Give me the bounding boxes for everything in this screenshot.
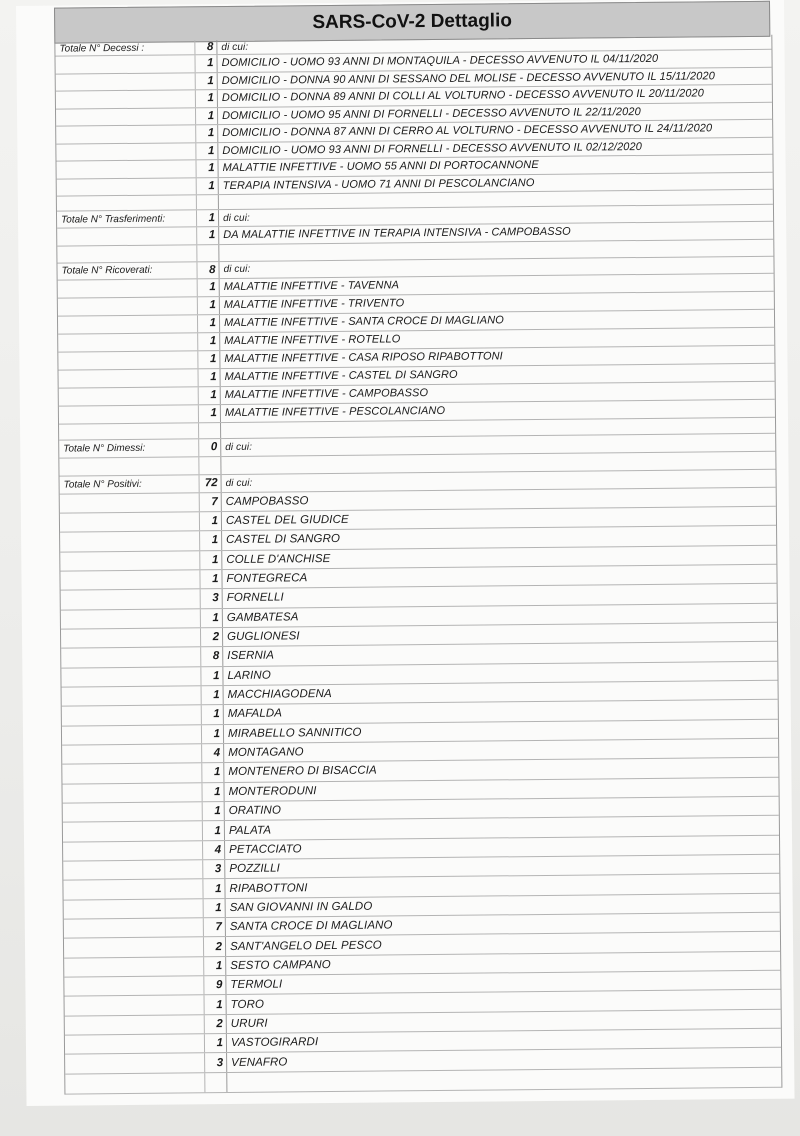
section-label: Totale N° Trasferimenti: bbox=[57, 210, 197, 227]
section-label: Totale N° Ricoverati: bbox=[57, 262, 197, 279]
item-count: 2 bbox=[205, 1015, 227, 1034]
item-count: 1 bbox=[198, 297, 220, 314]
item-count: 1 bbox=[197, 178, 219, 195]
empty-cell bbox=[57, 178, 197, 196]
item-description: DOMICILIO - DONNA 89 ANNI DI COLLI AL VOLTURNO - DECESSO AVVENUTO IL 20/11/2020 bbox=[221, 87, 705, 105]
item-description: VASTOGIRARDI bbox=[230, 1036, 319, 1050]
section-total: 0 bbox=[199, 439, 221, 456]
empty-cell bbox=[63, 841, 203, 861]
item-count: 4 bbox=[202, 744, 224, 763]
empty-cell bbox=[56, 143, 196, 161]
item-count: 1 bbox=[196, 73, 218, 90]
empty-cell bbox=[64, 976, 204, 996]
item-description: FONTEGRECA bbox=[226, 572, 308, 586]
empty-cell bbox=[197, 245, 219, 261]
item-count: 1 bbox=[203, 802, 225, 821]
item-count: 1 bbox=[202, 783, 224, 802]
empty-cell bbox=[58, 315, 198, 333]
item-count: 3 bbox=[205, 1053, 227, 1072]
item-description: GUGLIONESI bbox=[227, 630, 300, 644]
empty-cell bbox=[63, 802, 203, 822]
item-description: MALATTIE INFETTIVE - SANTA CROCE DI MAGLIANO bbox=[223, 314, 504, 330]
item-description: MALATTIE INFETTIVE - TAVENNA bbox=[223, 279, 400, 294]
item-description: MIRABELLO SANNITICO bbox=[227, 726, 362, 740]
section-total: 8 bbox=[195, 40, 217, 54]
item-count: 7 bbox=[200, 493, 222, 512]
empty-cell bbox=[57, 195, 197, 210]
item-count: 8 bbox=[201, 647, 223, 666]
item-count: 1 bbox=[196, 125, 218, 142]
item-description: DOMICILIO - UOMO 95 ANNI DI FORNELLI - DECESSO AVVENUTO IL 22/11/2020 bbox=[222, 105, 641, 122]
item-count: 1 bbox=[198, 279, 220, 296]
item-description: SANT'ANGELO DEL PESCO bbox=[229, 939, 382, 953]
item-count: 1 bbox=[202, 763, 224, 782]
item-count: 1 bbox=[199, 405, 221, 422]
item-count: 1 bbox=[196, 143, 218, 160]
empty-cell bbox=[56, 160, 196, 178]
empty-cell bbox=[59, 423, 199, 439]
empty-cell bbox=[60, 570, 200, 590]
item-count: 7 bbox=[204, 918, 226, 937]
item-count: 1 bbox=[200, 531, 222, 550]
empty-cell bbox=[59, 405, 199, 423]
di-cui-label: di cui: bbox=[225, 441, 253, 453]
empty-cell bbox=[62, 764, 202, 784]
item-description: ISERNIA bbox=[227, 649, 275, 663]
item-count: 1 bbox=[195, 55, 217, 72]
empty-cell bbox=[61, 667, 201, 687]
empty-cell bbox=[63, 860, 203, 880]
item-description: MALATTIE INFETTIVE - ROTELLO bbox=[224, 333, 401, 348]
empty-cell bbox=[63, 822, 203, 842]
empty-cell bbox=[56, 73, 196, 91]
item-count: 3 bbox=[203, 860, 225, 879]
item-count: 1 bbox=[197, 227, 219, 244]
empty-cell bbox=[199, 457, 221, 474]
item-description: DA MALATTIE INFETTIVE IN TERAPIA INTENSIVA - CAMPOBASSO bbox=[223, 225, 571, 242]
item-description: COLLE D'ANCHISE bbox=[226, 552, 331, 566]
item-description: DOMICILIO - UOMO 93 ANNI DI FORNELLI - DECESSO AVVENUTO IL 02/12/2020 bbox=[222, 140, 642, 157]
empty-cell bbox=[56, 125, 196, 143]
empty-cell bbox=[62, 744, 202, 764]
empty-cell bbox=[61, 609, 201, 629]
item-count: 1 bbox=[198, 333, 220, 350]
empty-cell bbox=[61, 628, 201, 648]
item-description: CASTEL DEL GIUDICE bbox=[225, 513, 349, 528]
item-description: MONTAGANO bbox=[228, 746, 304, 760]
report-title: SARS-CoV-2 Dettaglio bbox=[54, 1, 770, 44]
item-description: PETACCIATO bbox=[229, 843, 302, 856]
report-table bbox=[54, 35, 782, 1095]
item-count: 1 bbox=[202, 686, 224, 705]
item-count: 4 bbox=[203, 841, 225, 860]
item-count: 3 bbox=[201, 589, 223, 608]
item-description: CASTEL DI SANGRO bbox=[226, 533, 341, 547]
item-description: MALATTIE INFETTIVE - CASTEL DI SANGRO bbox=[224, 368, 458, 384]
item-description: MONTENERO DI BISACCIA bbox=[228, 765, 377, 779]
di-cui-label: di cui: bbox=[221, 41, 249, 53]
item-description: MALATTIE INFETTIVE - CAMPOBASSO bbox=[224, 387, 429, 402]
item-count: 1 bbox=[200, 551, 222, 570]
empty-cell bbox=[63, 880, 203, 900]
empty-cell bbox=[65, 1034, 205, 1054]
empty-cell bbox=[65, 1054, 205, 1074]
item-count: 1 bbox=[198, 369, 220, 386]
item-description: DOMICILIO - DONNA 87 ANNI DI CERRO AL VOLTURNO - DECESSO AVVENUTO IL 24/11/2020 bbox=[222, 122, 713, 140]
item-description: TERMOLI bbox=[230, 978, 283, 992]
item-description: VENAFRO bbox=[231, 1056, 288, 1069]
empty-cell bbox=[58, 279, 198, 297]
item-count: 1 bbox=[198, 315, 220, 332]
empty-cell bbox=[62, 706, 202, 726]
empty-cell bbox=[60, 531, 200, 551]
empty-cell bbox=[56, 90, 196, 108]
empty-cell bbox=[65, 1073, 205, 1093]
item-description: PALATA bbox=[228, 824, 272, 837]
di-cui-label: di cui: bbox=[223, 263, 251, 276]
section-total: 8 bbox=[197, 262, 219, 278]
item-count: 1 bbox=[205, 1034, 227, 1053]
item-description: MONTERODUNI bbox=[228, 784, 317, 798]
empty-cell bbox=[60, 512, 200, 532]
item-description: MALATTIE INFETTIVE - TRIVENTO bbox=[223, 297, 405, 312]
item-count: 1 bbox=[196, 90, 218, 107]
item-description: RIPABOTTONI bbox=[229, 881, 308, 895]
empty-cell bbox=[199, 423, 221, 438]
di-cui-label: di cui: bbox=[225, 477, 253, 489]
empty-cell bbox=[62, 725, 202, 745]
item-count: 2 bbox=[204, 937, 226, 956]
empty-cell bbox=[197, 195, 219, 209]
item-count: 1 bbox=[203, 821, 225, 840]
item-count: 1 bbox=[200, 512, 222, 531]
empty-cell bbox=[56, 108, 196, 126]
empty-cell bbox=[59, 457, 199, 475]
item-description: MALATTIE INFETTIVE - CASA RIPOSO RIPABOTTONI bbox=[224, 350, 503, 366]
section-total: 1 bbox=[197, 210, 219, 226]
empty-cell bbox=[58, 297, 198, 315]
empty-cell bbox=[61, 589, 201, 609]
item-description: MAFALDA bbox=[227, 707, 283, 721]
item-count: 1 bbox=[196, 108, 218, 125]
empty-cell bbox=[55, 55, 195, 73]
empty-cell bbox=[64, 957, 204, 977]
section-label: Totale N° Dimessi: bbox=[59, 439, 199, 457]
empty-cell bbox=[64, 918, 204, 938]
item-count: 1 bbox=[205, 995, 227, 1014]
report-sheet bbox=[16, 0, 795, 1106]
di-cui-label: di cui: bbox=[222, 212, 250, 224]
item-description: FORNELLI bbox=[226, 591, 284, 605]
item-description: SANTA CROCE DI MAGLIANO bbox=[229, 919, 393, 934]
item-count: 1 bbox=[196, 160, 218, 177]
empty-cell bbox=[61, 648, 201, 668]
empty-cell bbox=[60, 551, 200, 571]
item-description: SAN GIOVANNI IN GALDO bbox=[229, 900, 373, 914]
empty-cell bbox=[60, 493, 200, 513]
item-description: MALATTIE INFETTIVE - PESCOLANCIANO bbox=[224, 404, 446, 420]
empty-cell bbox=[62, 783, 202, 803]
empty-cell bbox=[58, 333, 198, 351]
item-count: 1 bbox=[202, 705, 224, 724]
item-description: LARINO bbox=[227, 669, 271, 682]
empty-cell bbox=[64, 899, 204, 919]
item-description: CAMPOBASSO bbox=[225, 494, 309, 508]
empty-cell bbox=[65, 1015, 205, 1035]
item-description: MALATTIE INFETTIVE - UOMO 55 ANNI DI PORTOCANNONE bbox=[222, 159, 539, 175]
section-label: Totale N° Decessi : bbox=[55, 40, 195, 55]
empty-cell bbox=[59, 387, 199, 405]
item-count: 1 bbox=[202, 725, 224, 744]
item-count: 1 bbox=[201, 667, 223, 686]
item-description: DOMICILIO - DONNA 90 ANNI DI SESSANO DEL MOLISE - DECESSO AVVENUTO IL 15/11/2020 bbox=[221, 70, 715, 87]
item-count: 9 bbox=[204, 976, 226, 995]
empty-cell bbox=[227, 1068, 781, 1092]
item-count: 1 bbox=[203, 879, 225, 898]
item-description: MACCHIAGODENA bbox=[227, 688, 332, 702]
item-description: GAMBATESA bbox=[226, 611, 299, 624]
item-count: 1 bbox=[200, 570, 222, 589]
empty-cell bbox=[57, 245, 197, 262]
item-description: SESTO CAMPANO bbox=[230, 958, 331, 972]
item-count: 2 bbox=[201, 628, 223, 647]
item-description: ORATINO bbox=[228, 804, 282, 818]
empty-cell bbox=[58, 369, 198, 387]
empty-cell bbox=[65, 996, 205, 1016]
section-label: Totale N° Positivi: bbox=[60, 475, 200, 493]
item-count: 1 bbox=[199, 387, 221, 404]
item-count: 1 bbox=[198, 351, 220, 368]
item-description: TORO bbox=[230, 998, 265, 1011]
section-total: 72 bbox=[200, 475, 222, 492]
empty-cell bbox=[64, 938, 204, 958]
item-count: 1 bbox=[201, 609, 223, 628]
item-count: 1 bbox=[204, 899, 226, 918]
item-description: TERAPIA INTENSIVA - UOMO 71 ANNI DI PESCOLANCIANO bbox=[222, 176, 535, 192]
item-description: URURI bbox=[230, 1017, 268, 1030]
empty-cell bbox=[58, 351, 198, 369]
item-count: 1 bbox=[204, 957, 226, 976]
empty-cell bbox=[205, 1073, 227, 1092]
empty-cell bbox=[57, 227, 197, 245]
empty-cell bbox=[62, 686, 202, 706]
item-description: POZZILLI bbox=[229, 862, 281, 876]
item-description: DOMICILIO - UOMO 93 ANNI DI MONTAQUILA - DECESSO AVVENUTO IL 04/11/2020 bbox=[221, 53, 659, 70]
